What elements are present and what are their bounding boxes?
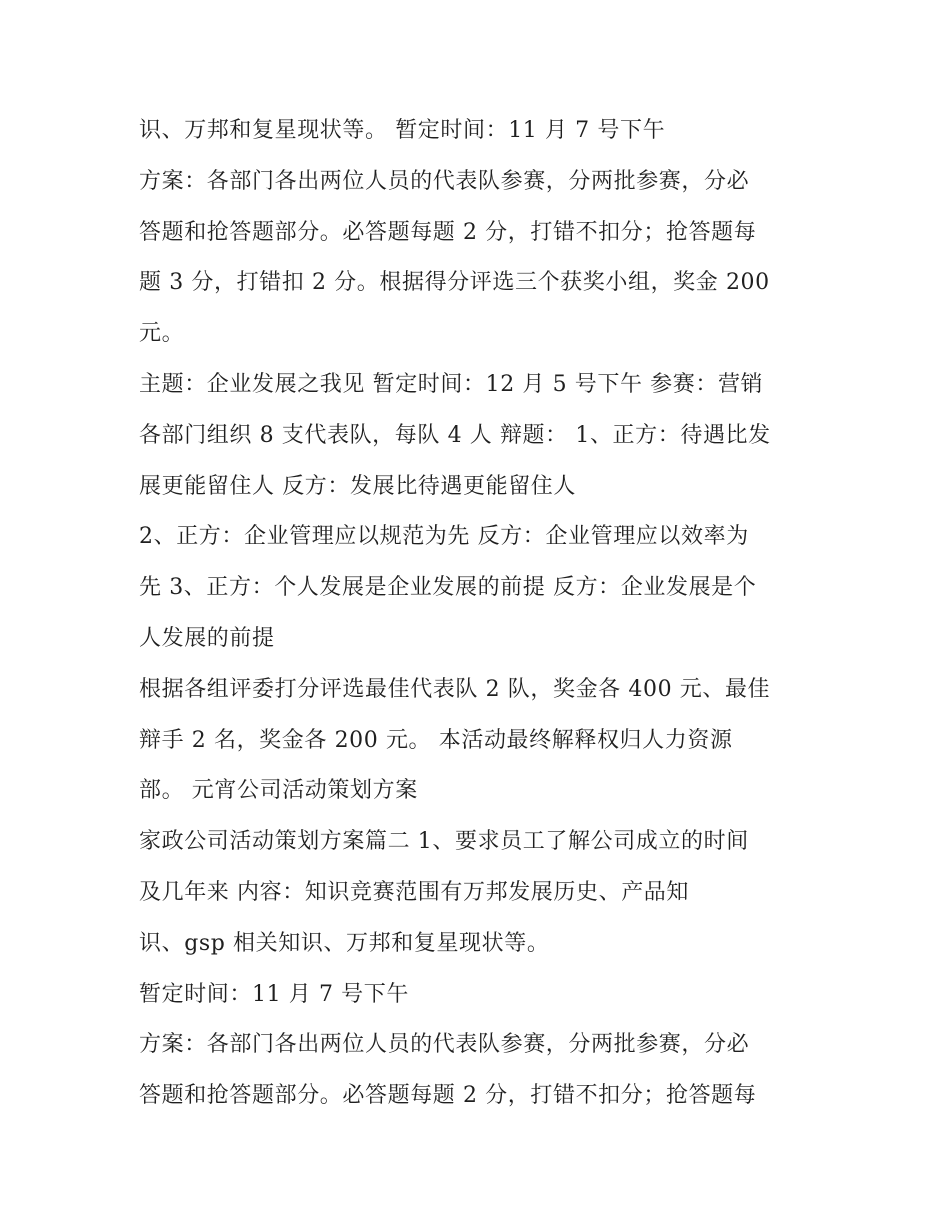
text-line: 2、正方：企业管理应以规范为先 反方：企业管理应以效率为 — [139, 524, 749, 550]
text-line: 答题和抢答题部分。必答题每题 2 分，打错不扣分；抢答题每 — [139, 1083, 757, 1109]
text-line: 识、gsp 相关知识、万邦和复星现状等。 — [139, 930, 550, 956]
text-line: 答题和抢答题部分。必答题每题 2 分，打错不扣分；抢答题每 — [139, 219, 757, 245]
text-line: 根据各组评委打分评选最佳代表队 2 队，奖金各 400 元、最佳 — [139, 676, 771, 702]
text-line: 题 3 分，打错扣 2 分。根据得分评选三个获奖小组，奖金 200 — [139, 270, 770, 296]
text-line: 识、万邦和复星现状等。 暂定时间：11 月 7 号下午 — [139, 118, 666, 143]
text-line: 主题：企业发展之我见 暂定时间：12 月 5 号下午 参赛：营销 — [139, 371, 764, 397]
document-body — [139, 106, 839, 1122]
text-line: 及几年来 内容：知识竞赛范围有万邦发展历史、产品知 — [139, 879, 689, 905]
text-line: 各部门组织 8 支代表队，每队 4 人 辩题： 1、正方：待遇比发 — [139, 422, 771, 448]
text-line: 家政公司活动策划方案篇二 1、要求员工了解公司成立的时间 — [139, 829, 749, 855]
text-line: 人发展的前提 — [139, 625, 275, 651]
text-line: 元。 — [139, 321, 185, 347]
text-line: 暂定时间：11 月 7 号下午 — [139, 981, 409, 1007]
text-line: 辩手 2 名，奖金各 200 元。 本活动最终解释权归人力资源 — [139, 727, 733, 753]
text-line: 展更能留住人 反方：发展比待遇更能留住人 — [139, 473, 576, 499]
text-line: 先 3、正方：个人发展是企业发展的前提 反方：企业发展是个 — [139, 575, 757, 601]
text-line: 方案：各部门各出两位人员的代表队参赛，分两批参赛，分必 — [139, 1032, 750, 1058]
text-line: 方案：各部门各出两位人员的代表队参赛，分两批参赛，分必 — [139, 168, 750, 194]
text-line: 部。 元宵公司活动策划方案 — [139, 778, 418, 804]
